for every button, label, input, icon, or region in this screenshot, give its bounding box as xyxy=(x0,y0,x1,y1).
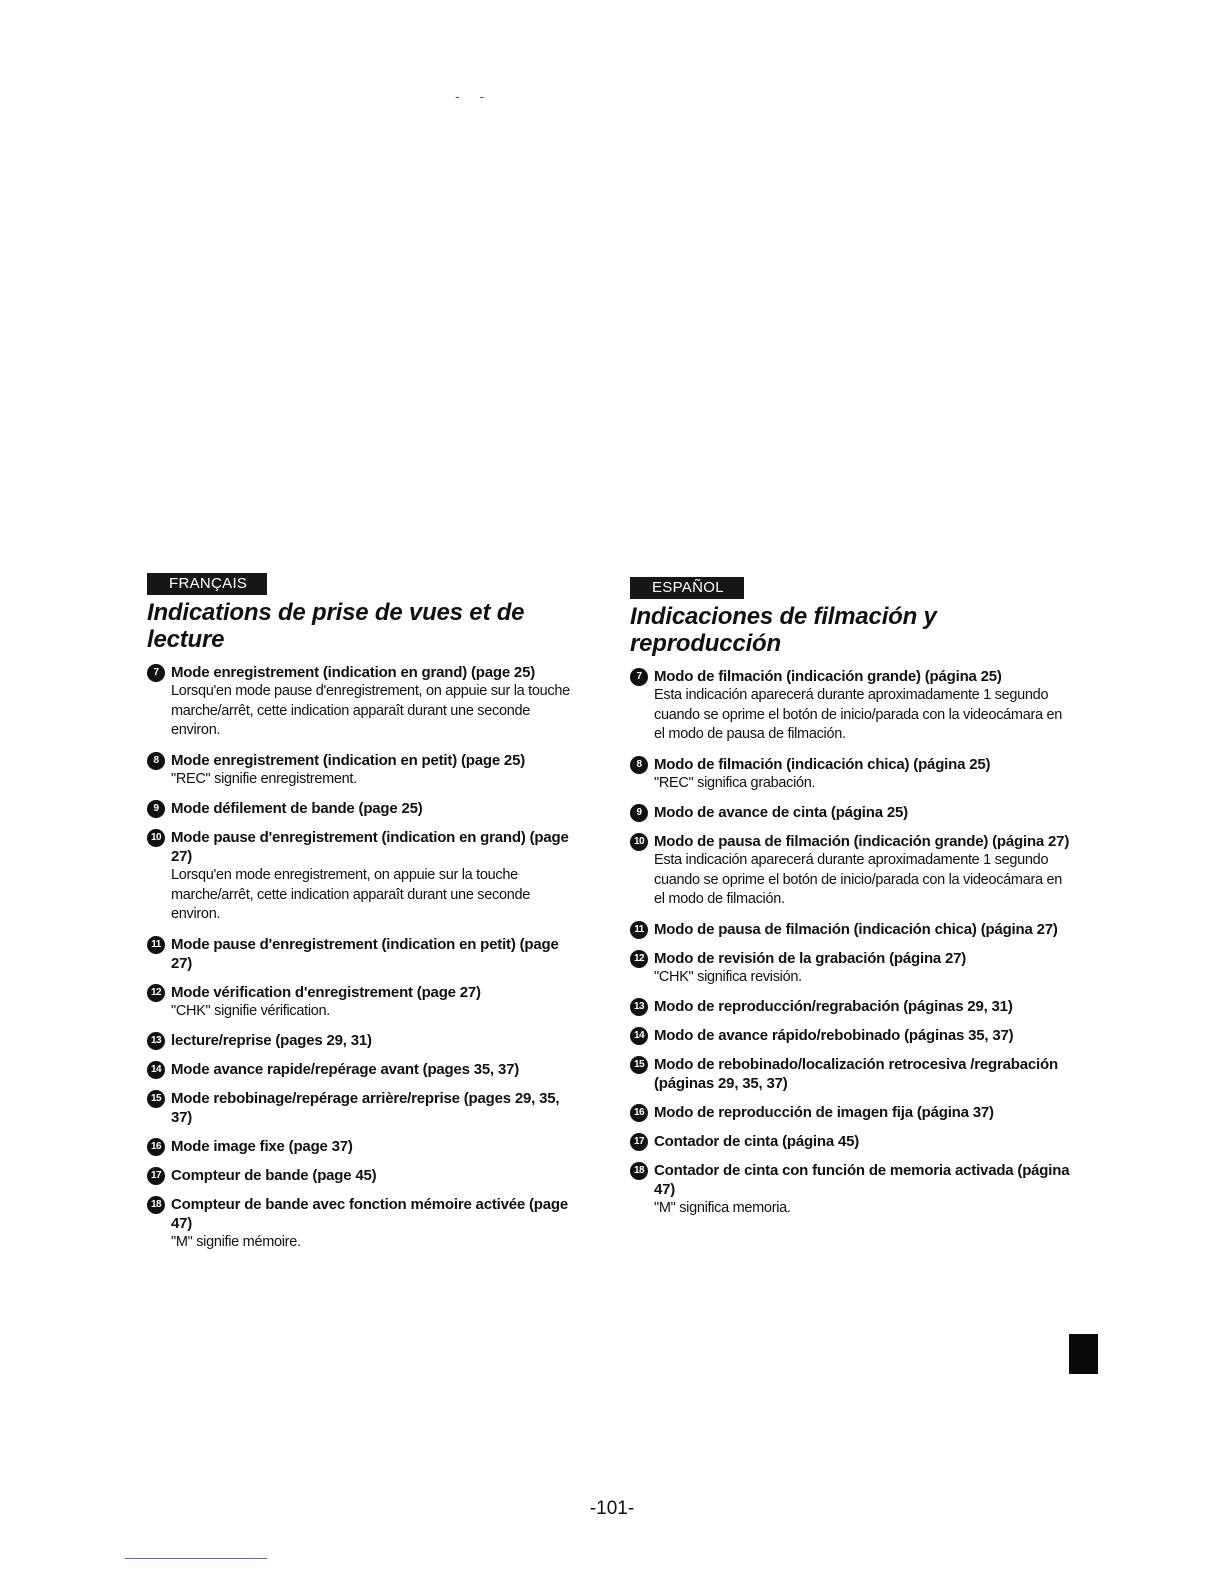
item-number-badge: 9 xyxy=(630,804,648,822)
item-heading: Modo de pausa de filmación (indicación grande) (página 27) xyxy=(654,833,1070,850)
item-description: Esta indicación aparecerá durante aproximadamente 1 segundo cuando se oprime el botón de inicio/parada con la videocámara en el modo de pausa de filmación. xyxy=(654,687,1063,742)
item-number-badge: 17 xyxy=(630,1133,648,1151)
list-item xyxy=(630,920,1070,939)
item-heading: Modo de rebobinado/localización retrocesiva /regrabación (páginas 29, 35, 37) xyxy=(654,1056,1058,1092)
item-number-badge: 7 xyxy=(630,668,648,686)
item-heading: Modo de avance de cinta (página 25) xyxy=(654,804,908,821)
indication-list-espanol xyxy=(630,667,1070,1219)
item-number-badge: 8 xyxy=(630,756,648,774)
list-item xyxy=(630,755,1070,794)
item-number-badge: 12 xyxy=(630,950,648,968)
section-title-espanol: Indicaciones de filmación y reproducción xyxy=(630,603,937,657)
list-item xyxy=(630,1132,1070,1151)
item-number-badge: 13 xyxy=(630,998,648,1016)
list-item xyxy=(630,832,1070,910)
list-item xyxy=(630,1161,1070,1219)
item-number-badge: 7 xyxy=(147,664,165,682)
list-item xyxy=(630,1103,1070,1122)
page-number: -101- xyxy=(589,1498,635,1519)
item-description: "REC" significa grabación. xyxy=(654,774,816,791)
item-number-badge: 18 xyxy=(147,1196,165,1214)
item-number-badge: 13 xyxy=(147,1032,165,1050)
item-description: Lorsqu'en mode enregistrement, on appuie sur la touche marche/arrêt, cette indication apparaît durant une seconde environ. xyxy=(171,867,531,922)
list-item xyxy=(147,1166,577,1185)
item-heading: Mode enregistrement (indication en grand) (page 25) xyxy=(171,664,536,681)
item-heading: Mode rebobinage/repérage arrière/reprise (pages 29, 35, 37) xyxy=(171,1090,560,1126)
item-number-badge: 17 xyxy=(147,1167,165,1185)
item-heading: Mode image fixe (page 37) xyxy=(171,1138,353,1155)
item-heading: Mode pause d'enregistrement (indication en petit) (page 27) xyxy=(171,935,559,972)
list-item xyxy=(147,663,577,741)
francais-column xyxy=(147,573,577,1263)
item-heading: Mode vérification d'enregistrement (page 27) xyxy=(171,983,481,1001)
item-number-badge: 16 xyxy=(147,1138,165,1156)
item-description: "CHK" significa revisión. xyxy=(654,968,802,985)
list-item xyxy=(147,799,577,818)
list-item xyxy=(630,1026,1070,1045)
list-item xyxy=(630,667,1070,745)
list-item xyxy=(630,1055,1070,1093)
scan-mark: - - xyxy=(455,88,493,104)
item-heading: Mode avance rapide/repérage avant (pages 35, 37) xyxy=(171,1061,520,1078)
item-description: "CHK" signifie vérification. xyxy=(171,1002,331,1019)
item-heading: Mode défilement de bande (page 25) xyxy=(171,800,423,817)
item-number-badge: 10 xyxy=(147,829,165,847)
item-description: Esta indicación aparecerá durante aproximadamente 1 segundo cuando se oprime el botón de inicio/parada con la videocámara en el modo de filmación. xyxy=(654,852,1063,907)
list-item xyxy=(147,751,577,790)
item-description: Lorsqu'en mode pause d'enregistrement, on appuie sur la touche marche/arrêt, cette indication apparaît durant une seconde environ. xyxy=(171,683,570,738)
item-heading: Mode pause d'enregistrement (indication en grand) (page 27) xyxy=(171,829,569,865)
indication-list-francais xyxy=(147,663,577,1253)
thumb-index-tab xyxy=(1069,1334,1098,1374)
espanol-column xyxy=(630,577,1070,1229)
item-number-badge: 15 xyxy=(147,1090,165,1108)
item-number-badge: 16 xyxy=(630,1104,648,1122)
item-number-badge: 11 xyxy=(147,936,165,954)
item-number-badge: 9 xyxy=(147,800,165,818)
list-item xyxy=(147,983,577,1022)
list-item xyxy=(147,1089,577,1127)
item-description: "REC" signifie enregistrement. xyxy=(171,770,357,787)
language-badge-espanol: ESPAÑOL xyxy=(630,577,744,599)
item-heading: Modo de revisión de la grabación (página 27) xyxy=(654,949,967,967)
item-number-badge: 10 xyxy=(630,833,648,851)
bottom-rule xyxy=(125,1558,267,1559)
item-heading: Compteur de bande (page 45) xyxy=(171,1167,377,1184)
item-heading: Contador de cinta (página 45) xyxy=(654,1133,860,1150)
list-item xyxy=(147,828,577,925)
item-description: "M" significa memoria. xyxy=(654,1200,791,1216)
item-heading: Modo de filmación (indicación chica) (página 25) xyxy=(654,755,991,773)
item-number-badge: 12 xyxy=(147,984,165,1002)
list-item xyxy=(630,949,1070,988)
list-item xyxy=(147,1060,577,1079)
item-description: "M" signifie mémoire. xyxy=(171,1234,301,1250)
list-item xyxy=(630,803,1070,822)
item-number-badge: 8 xyxy=(147,752,165,770)
item-heading: Modo de reproducción de imagen fija (página 37) xyxy=(654,1104,994,1121)
list-item xyxy=(147,1031,577,1050)
list-item xyxy=(630,997,1070,1016)
item-number-badge: 14 xyxy=(147,1061,165,1079)
item-number-badge: 11 xyxy=(630,921,648,939)
item-heading: Modo de avance rápido/rebobinado (páginas 35, 37) xyxy=(654,1027,1014,1044)
item-number-badge: 14 xyxy=(630,1027,648,1045)
item-heading: Modo de reproducción/regrabación (páginas 29, 31) xyxy=(654,998,1013,1015)
item-heading: lecture/reprise (pages 29, 31) xyxy=(171,1032,372,1049)
section-title-francais: Indications de prise de vues et de lecture xyxy=(147,599,525,653)
item-number-badge: 18 xyxy=(630,1162,648,1180)
list-item xyxy=(147,1195,577,1253)
language-badge-francais: FRANÇAIS xyxy=(147,573,267,595)
item-heading: Modo de pausa de filmación (indicación chica) (página 27) xyxy=(654,920,1058,938)
list-item xyxy=(147,1137,577,1156)
item-heading: Compteur de bande avec fonction mémoire activée (page 47) xyxy=(171,1196,569,1232)
item-heading: Modo de filmación (indicación grande) (página 25) xyxy=(654,668,1002,685)
item-number-badge: 15 xyxy=(630,1056,648,1074)
item-heading: Contador de cinta con función de memoria activada (página 47) xyxy=(654,1162,1070,1198)
item-heading: Mode enregistrement (indication en petit) (page 25) xyxy=(171,751,526,769)
list-item xyxy=(147,935,577,973)
